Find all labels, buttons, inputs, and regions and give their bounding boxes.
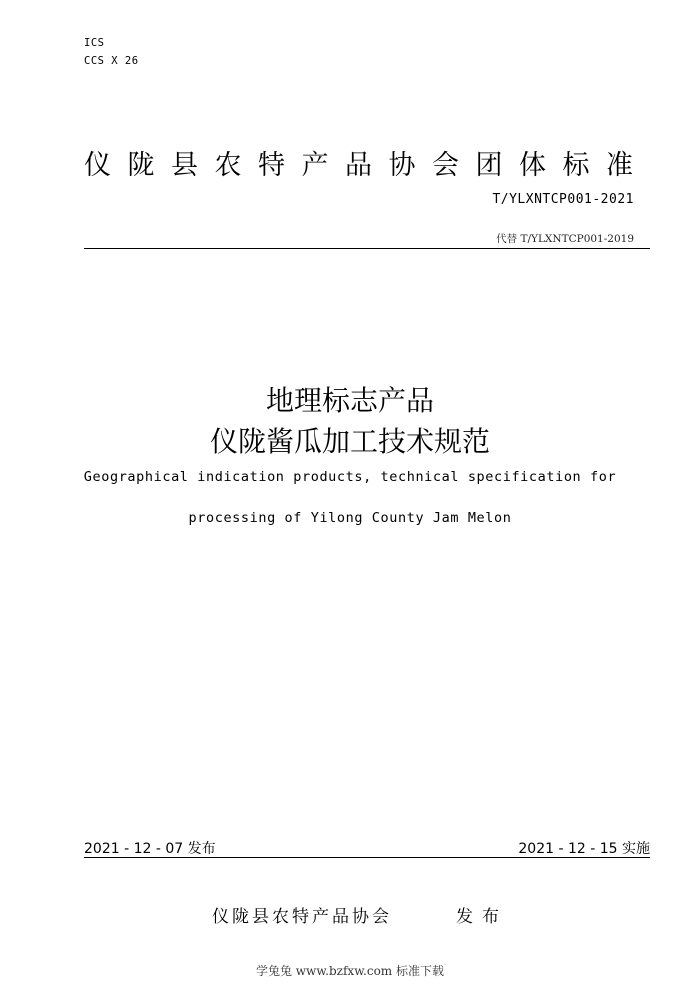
english-title-line-2: processing of Yilong County Jam Melon <box>188 510 512 526</box>
ccs-code: CCS X 26 <box>84 55 139 67</box>
document-title-line-2: 仪陇酱瓜加工技术规范 <box>209 425 490 458</box>
standard-number: T/YLXNTCP001-2021 <box>492 192 634 207</box>
ics-code: ICS <box>84 37 105 49</box>
replaces-standard: 代替 T/YLXNTCP001-2019 <box>496 233 634 245</box>
implementation-date: 2021 - 12 - 15 实施 <box>518 841 650 857</box>
organization-standard-title: 仪陇县农特产品协会团体标准 <box>84 150 650 181</box>
date-divider <box>84 857 650 858</box>
publish-date: 2021 - 12 - 07 发布 <box>84 841 216 857</box>
publish-label: 发布 <box>456 907 508 927</box>
watermark-footer: 学兔兔 www.bzfxw.com 标准下载 <box>255 964 445 978</box>
english-title-line-1: Geographical indication products, technical specification for <box>83 469 617 485</box>
document-title-line-1: 地理标志产品 <box>265 384 434 417</box>
header-divider <box>84 248 650 249</box>
publisher-name: 仪陇县农特产品协会 <box>212 907 392 927</box>
